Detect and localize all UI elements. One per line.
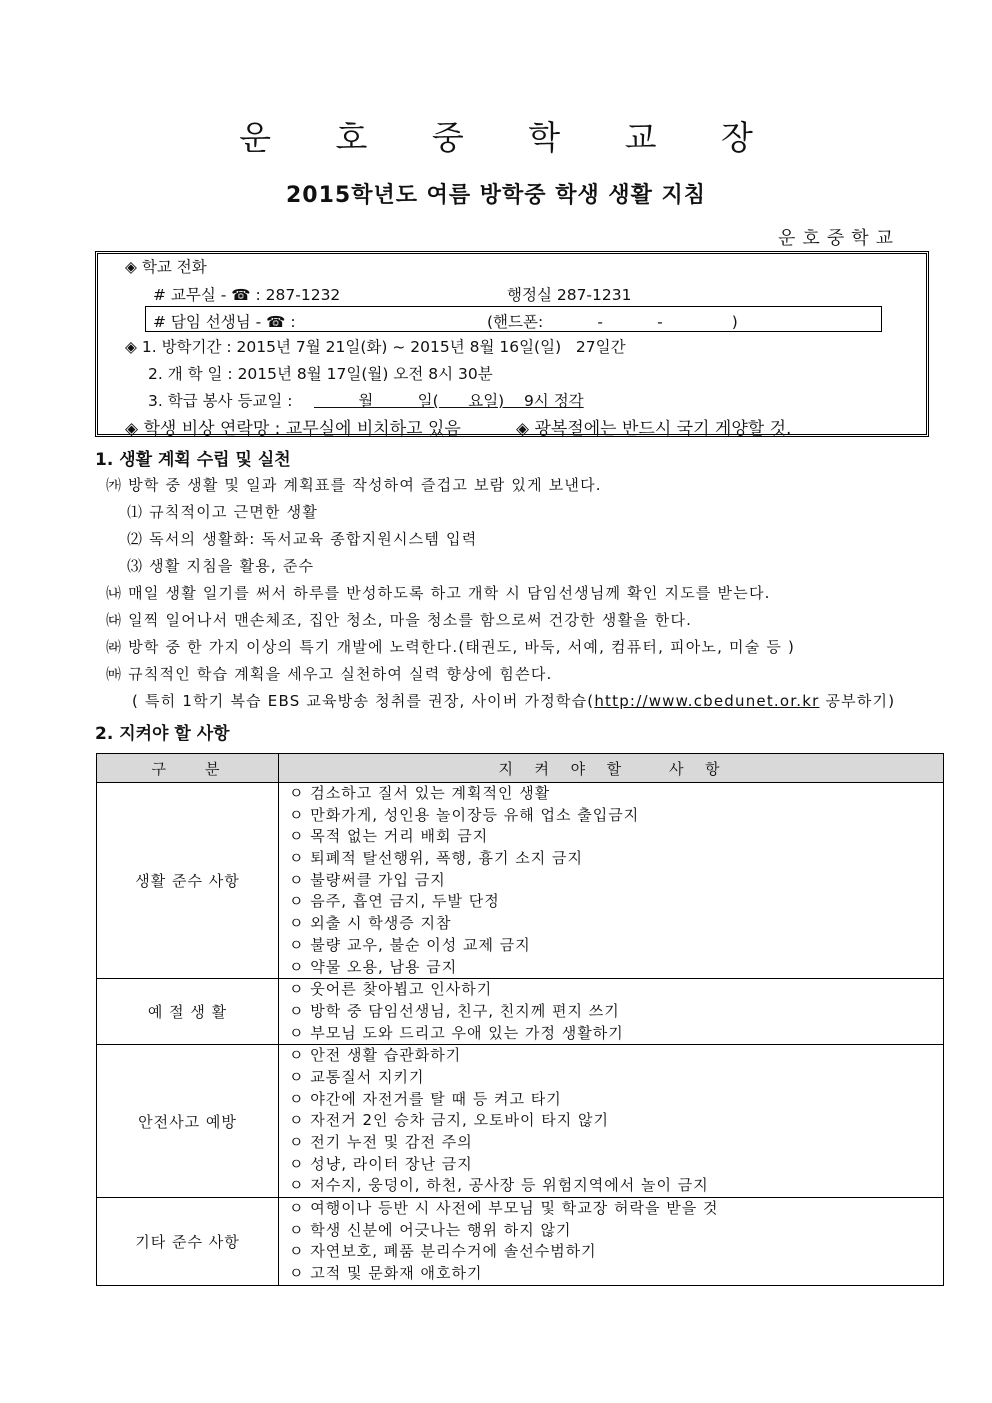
table-header-row (97, 754, 944, 783)
table-row (97, 979, 944, 1045)
document-subtitle: 2015학년도 여름 방학중 학생 생활 지침 (285, 183, 707, 208)
rule-item: ㅇ 음주, 흡연 금지, 두발 단정 (289, 892, 500, 911)
rule-item: ㅇ 학생 신분에 어긋나는 행위 하지 않기 (289, 1220, 572, 1239)
rule-item: ㅇ 자연보호, 폐품 분리수거에 솔선수범하기 (289, 1242, 597, 1261)
rule-item: ㅇ 안전 생활 습관화하기 (289, 1046, 462, 1065)
rule-item: ㅇ 검소하고 질서 있는 계획적인 생활 (289, 784, 551, 802)
document-title: 운 호 중 학 교 장 (239, 118, 780, 157)
office-phone: # 교무실 - ☎ : 287-1232 (153, 286, 341, 304)
rule-item: ㅇ 외출 시 학생증 지참 (289, 914, 452, 933)
rule-item: ㅇ 여행이나 등반 시 사전에 부모님 및 학교장 허락을 받을 것 (289, 1199, 719, 1218)
ebs-note-suffix: 공부하기) (819, 692, 896, 710)
flag-notice: ◈ 광복절에는 반드시 국기 게양할 것. (516, 419, 792, 439)
section-1-heading: 1. 생활 계획 수립 및 실천 (95, 450, 291, 470)
plan-line-1: ㈎ 방학 중 생활 및 일과 계획표를 작성하여 즐겁고 보람 있게 보낸다. (106, 476, 602, 494)
rule-item: ㅇ 전기 누전 및 감전 주의 (289, 1133, 473, 1151)
rule-item: ㅇ 방학 중 담임선생님, 친구, 친지께 편지 쓰기 (289, 1001, 620, 1020)
rule-item: ㅇ 부모님 도와 드리고 우애 있는 가정 생활하기 (289, 1023, 624, 1042)
teacher-mobile: (핸드폰: - - ) (487, 313, 738, 331)
column-header-category: 구 분 (97, 754, 279, 783)
plan-line-4: ㈑ 방학 중 한 가지 이상의 특기 개발에 노력한다.(태권도, 바둑, 서예, 컴퓨터, 피아노, 미술 등 ) (106, 638, 796, 656)
column-header-items: 지 켜 야 할 사 항 (279, 754, 944, 783)
cyber-learning-link[interactable]: http://www.cbedunet.or.kr (594, 692, 820, 710)
rule-item: ㅇ 약물 오용, 남용 금지 (289, 957, 458, 976)
plan-subline-1: ⑴ 규칙적이고 근면한 생활 (127, 503, 319, 521)
plan-subline-3: ⑶ 생활 지침을 활용, 준수 (127, 557, 315, 575)
ebs-note (132, 690, 895, 711)
table-row (97, 1198, 944, 1286)
plan-line-3: ㈐ 일찍 일어나서 맨손체조, 집안 청소, 마을 청소를 함으로써 건강한 생활을 한다. (106, 611, 693, 629)
items-cell (279, 783, 944, 979)
items-cell (279, 1045, 944, 1198)
opening-day: 2. 개 학 일 : 2015년 8월 17일(월) 오전 8시 30분 (148, 365, 493, 383)
rule-item: ㅇ 웃어른 찾아뵙고 인사하기 (289, 980, 493, 999)
rule-item: ㅇ 자전거 2인 승차 금지, 오토바이 타지 않기 (289, 1111, 610, 1130)
school-phone-label: ◈ 학교 전화 (125, 258, 207, 276)
admin-office-phone: 행정실 287-1231 (507, 286, 632, 304)
rule-item: ㅇ 저수지, 웅덩이, 하천, 공사장 등 위험지역에서 놀이 금지 (289, 1176, 709, 1195)
table-row (97, 1045, 944, 1198)
rule-item: ㅇ 불량 교우, 불순 이성 교제 금지 (289, 935, 531, 954)
rule-item: ㅇ 고적 및 문화재 애호하기 (289, 1264, 483, 1283)
plan-line-5: ㈒ 규칙적인 학습 계획을 세우고 실천하여 실력 향상에 힘쓴다. (106, 665, 553, 683)
teacher-phone-label: # 담임 선생님 - ☎ : (153, 313, 296, 331)
rule-item: ㅇ 교통질서 지키기 (289, 1067, 425, 1086)
ebs-note-prefix: ( 특히 1학기 복습 EBS 교육방송 청취를 권장, 사이버 가정학습( (132, 692, 595, 710)
plan-subline-2: ⑵ 독서의 생활화: 독서교육 종합지원시스템 입력 (127, 530, 478, 548)
plan-line-2: ㈏ 매일 생활 일기를 써서 하루를 반성하도록 하고 개학 시 담임선생님께 확인 지도를 받는다. (106, 584, 771, 602)
vacation-period: ◈ 1. 방학기간 : 2015년 7월 21일(화) ~ 2015년 8월 16일(일) 27일간 (125, 338, 626, 356)
service-day-value: 월 일( 요일) 9시 정각 (314, 392, 584, 410)
rule-item: ㅇ 만화가게, 성인용 놀이장등 유해 업소 출입금지 (289, 805, 640, 824)
rule-item: ㅇ 성냥, 라이터 장난 금지 (289, 1154, 473, 1173)
category-cell: 생활 준수 사항 (97, 783, 279, 979)
rules-table (96, 753, 944, 1286)
rule-item: ㅇ 퇴폐적 탈선행위, 폭행, 흉기 소지 금지 (289, 849, 583, 868)
category-cell: 기타 준수 사항 (97, 1198, 279, 1286)
issuer-name: 운호중학교 (778, 228, 900, 249)
items-cell (279, 979, 944, 1045)
section-2-heading: 2. 지켜야 할 사항 (95, 724, 230, 744)
rule-item: ㅇ 목적 없는 거리 배회 금지 (289, 827, 489, 846)
category-cell: 안전사고 예방 (97, 1045, 279, 1198)
category-cell: 예 절 생 활 (97, 979, 279, 1045)
rule-item: ㅇ 불량써클 가입 금지 (289, 870, 446, 889)
emergency-contact: ◈ 학생 비상 연락망 : 교무실에 비치하고 있음 (125, 419, 461, 439)
rule-item: ㅇ 야간에 자전거를 탈 때 등 켜고 타기 (289, 1089, 562, 1108)
items-cell (279, 1198, 944, 1286)
service-day-label: 3. 학급 봉사 등교일 : (148, 392, 293, 410)
table-row (97, 783, 944, 979)
